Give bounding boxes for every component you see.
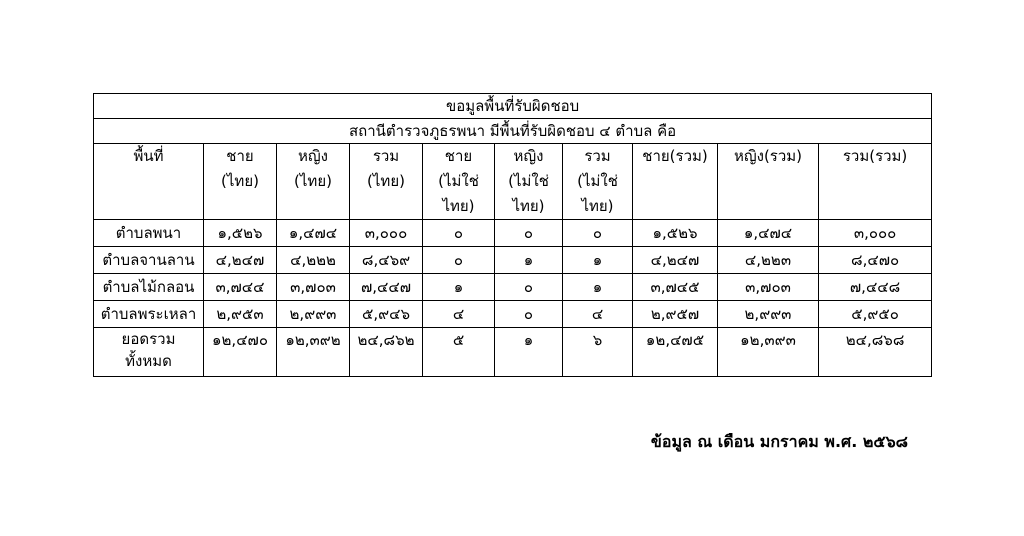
table-row <box>94 274 932 301</box>
value-cell: ๓,๗๐๓ <box>718 274 819 301</box>
value-cell: ๑ <box>495 247 563 274</box>
value-cell: ๑,๕๒๖ <box>204 220 277 247</box>
value-cell: ๓,๗๔๕ <box>633 274 718 301</box>
area-name-cell: ตำบลพนา <box>94 220 204 247</box>
value-cell: ๐ <box>563 220 633 247</box>
value-cell: ๓,๐๐๐ <box>350 220 423 247</box>
column-header <box>633 144 718 220</box>
value-cell: ๔,๒๒๒ <box>277 247 350 274</box>
column-header-line: รวม(รวม) <box>842 147 908 165</box>
total-value-cell: ๑๒,๔๗๕ <box>633 328 718 377</box>
value-cell: ๒,๙๕๗ <box>633 301 718 328</box>
value-cell: ๐ <box>495 220 563 247</box>
value-cell: ๐ <box>423 247 495 274</box>
value-cell: ๓,๗๔๔ <box>204 274 277 301</box>
table-title-row <box>94 94 932 119</box>
value-cell: ๕,๙๕๐ <box>819 301 932 328</box>
column-header <box>819 144 932 220</box>
column-header-line: หญิง(รวม) <box>733 147 803 165</box>
value-cell: ๒,๙๕๓ <box>204 301 277 328</box>
column-header-line: (ไม่ใช่ <box>438 172 479 190</box>
column-header <box>563 144 633 220</box>
value-cell: ๐ <box>495 301 563 328</box>
value-cell: ๑ <box>563 274 633 301</box>
value-cell: ๒,๙๙๓ <box>718 301 819 328</box>
area-name-cell: ตำบลพระเหลา <box>94 301 204 328</box>
total-label <box>94 328 204 377</box>
column-header <box>423 144 495 220</box>
value-cell: ๔ <box>423 301 495 328</box>
column-header-line: (ไทย) <box>294 172 332 190</box>
total-value-cell: ๑๒,๓๙๓ <box>718 328 819 377</box>
column-header-line: ชาย <box>444 147 473 165</box>
total-value-cell: ๒๔,๘๖๒ <box>350 328 423 377</box>
table-title: ขอมูลพื้นที่รับผิดชอบ <box>94 94 932 119</box>
area-name-cell: ตำบลไม้กลอน <box>94 274 204 301</box>
value-cell: ๑ <box>423 274 495 301</box>
total-label-line: ยอดรวม <box>121 330 176 348</box>
total-value-cell: ๑๒,๓๙๒ <box>277 328 350 377</box>
value-cell: ๘,๔๖๙ <box>350 247 423 274</box>
column-header <box>718 144 819 220</box>
column-header-line: หญิง <box>513 147 544 165</box>
total-value-cell: ๑ <box>495 328 563 377</box>
column-header-line: (ไม่ใช่ <box>577 172 618 190</box>
total-label-line: ทั้งหมด <box>125 352 172 370</box>
value-cell: ๓,๐๐๐ <box>819 220 932 247</box>
column-header-line: (ไทย) <box>367 172 405 190</box>
area-name-cell: ตำบลจานลาน <box>94 247 204 274</box>
column-header-line: ชาย <box>226 147 254 165</box>
column-header-line: ชาย(รวม) <box>642 147 708 165</box>
value-cell: ๓,๗๐๓ <box>277 274 350 301</box>
table-row <box>94 220 932 247</box>
column-header-line: หญิง <box>298 147 328 165</box>
value-cell: ๗,๔๔๗ <box>350 274 423 301</box>
column-header-line: (ไม่ใช่ <box>508 172 549 190</box>
column-header <box>277 144 350 220</box>
value-cell: ๐ <box>495 274 563 301</box>
table-total-row <box>94 328 932 377</box>
value-cell: ๑,๔๗๔ <box>718 220 819 247</box>
value-cell: ๒,๙๙๓ <box>277 301 350 328</box>
column-header-line: ไทย) <box>512 197 545 215</box>
table-header-row <box>94 144 932 220</box>
value-cell: ๗,๔๔๘ <box>819 274 932 301</box>
value-cell: ๔ <box>563 301 633 328</box>
column-header <box>94 144 204 220</box>
population-table <box>93 93 932 377</box>
total-value-cell: ๖ <box>563 328 633 377</box>
column-header <box>350 144 423 220</box>
column-header <box>495 144 563 220</box>
total-value-cell: ๑๒,๔๗๐ <box>204 328 277 377</box>
column-header-line: รวม <box>372 147 400 165</box>
value-cell: ๑ <box>563 247 633 274</box>
column-header-line: พื้นที่ <box>133 147 164 165</box>
data-date-note: ข้อมูล ณ เดือน มกราคม พ.ศ. ๒๕๖๘ <box>650 432 908 451</box>
column-header-line: ไทย) <box>581 197 614 215</box>
column-header <box>204 144 277 220</box>
table-row <box>94 247 932 274</box>
value-cell: ๑,๕๒๖ <box>633 220 718 247</box>
value-cell: ๔,๒๔๗ <box>633 247 718 274</box>
table-subtitle-row <box>94 119 932 144</box>
value-cell: ๘,๔๗๐ <box>819 247 932 274</box>
value-cell: ๔,๒๒๓ <box>718 247 819 274</box>
value-cell: ๐ <box>423 220 495 247</box>
value-cell: ๔,๒๔๗ <box>204 247 277 274</box>
column-header-line: ไทย) <box>442 197 475 215</box>
column-header-line: รวม <box>584 147 611 165</box>
value-cell: ๕,๙๔๖ <box>350 301 423 328</box>
value-cell: ๑,๔๗๔ <box>277 220 350 247</box>
table-row <box>94 301 932 328</box>
total-value-cell: ๒๔,๘๖๘ <box>819 328 932 377</box>
table-subtitle: สถานีตำรวจภูธรพนา มีพื้นที่รับผิดชอบ ๔ ตำบล คือ <box>94 119 932 144</box>
total-value-cell: ๕ <box>423 328 495 377</box>
column-header-line: (ไทย) <box>221 172 259 190</box>
